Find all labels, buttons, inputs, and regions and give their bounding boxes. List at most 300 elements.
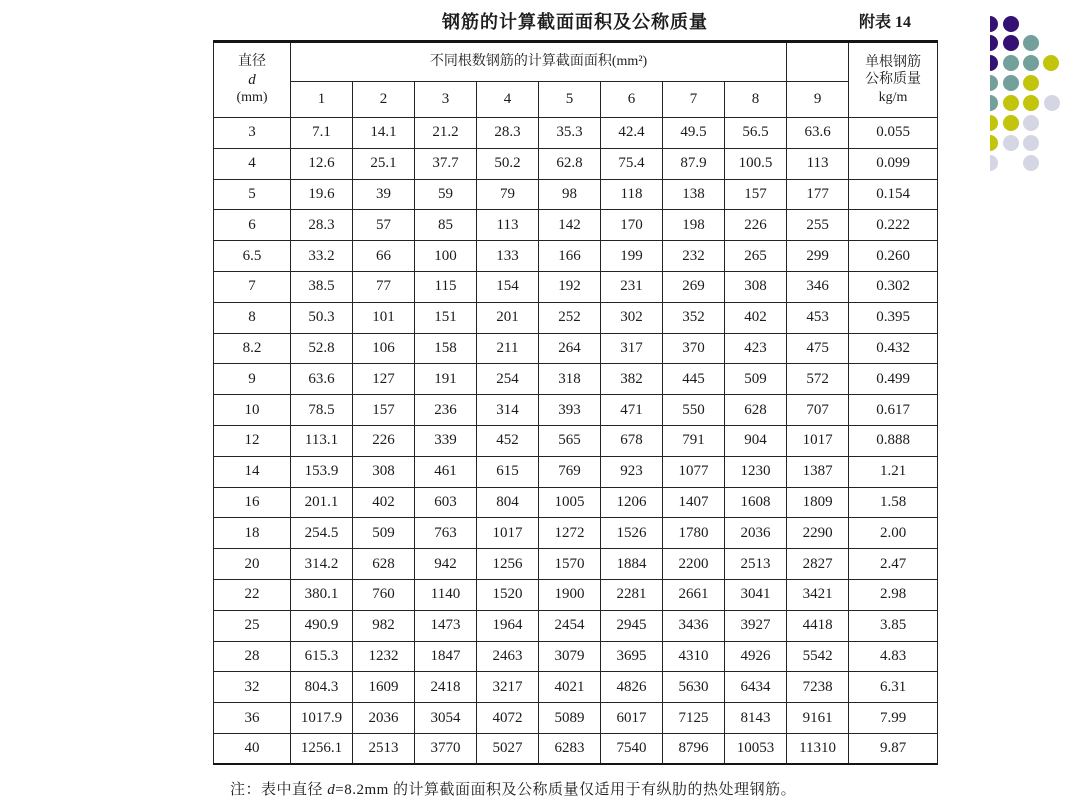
table-cell: 1964 — [477, 610, 539, 641]
table-cell: 9161 — [787, 703, 849, 734]
table-row — [214, 549, 938, 580]
table-cell: 157 — [725, 179, 787, 210]
table-cell: 232 — [663, 241, 725, 272]
table-cell: 77 — [353, 271, 415, 302]
table-cell: 170 — [601, 210, 663, 241]
table-cell: 19.6 — [291, 179, 353, 210]
teal-dot — [1003, 55, 1019, 71]
table-cell: 4926 — [725, 641, 787, 672]
table-cell: 0.617 — [849, 395, 938, 426]
diameter-unit: (mm) — [236, 90, 268, 106]
table-cell: 4.83 — [849, 641, 938, 672]
table-cell: 39 — [353, 179, 415, 210]
table-cell: 1230 — [725, 456, 787, 487]
table-cell: 509 — [353, 518, 415, 549]
table-cell: 393 — [539, 395, 601, 426]
table-cell: 199 — [601, 241, 663, 272]
table-cell: 0.395 — [849, 302, 938, 333]
table-cell: 2.98 — [849, 579, 938, 610]
table-cell: 85 — [415, 210, 477, 241]
table-cell: 382 — [601, 364, 663, 395]
table-cell: 2945 — [601, 610, 663, 641]
table-cell: 142 — [539, 210, 601, 241]
table-cell: 42.4 — [601, 118, 663, 149]
footnote-prefix: 注：表中直径 — [230, 782, 328, 798]
purple-dot — [1003, 16, 1019, 32]
table-cell: 1847 — [415, 641, 477, 672]
table-cell: 299 — [787, 241, 849, 272]
table-cell: 32 — [214, 672, 291, 703]
table-cell: 804.3 — [291, 672, 353, 703]
mass-header — [849, 42, 938, 118]
table-cell: 707 — [787, 395, 849, 426]
count-header: 2 — [353, 82, 415, 118]
table-cell: 198 — [663, 210, 725, 241]
table-cell: 1017 — [477, 518, 539, 549]
table-cell: 6.31 — [849, 672, 938, 703]
table-cell: 154 — [477, 271, 539, 302]
table-cell: 3079 — [539, 641, 601, 672]
table-cell: 461 — [415, 456, 477, 487]
table-cell: 1256 — [477, 549, 539, 580]
table-cell: 982 — [353, 610, 415, 641]
table-cell: 565 — [539, 425, 601, 456]
table-cell: 402 — [353, 487, 415, 518]
table-cell: 56.5 — [725, 118, 787, 149]
table-cell: 157 — [353, 395, 415, 426]
table-cell: 7238 — [787, 672, 849, 703]
table-cell: 166 — [539, 241, 601, 272]
footnote — [230, 778, 796, 799]
table-cell: 59 — [415, 179, 477, 210]
table-cell: 923 — [601, 456, 663, 487]
table-cell: 550 — [663, 395, 725, 426]
diameter-symbol: d — [248, 71, 256, 88]
table-cell: 509 — [725, 364, 787, 395]
title-row — [213, 8, 937, 34]
table-cell: 1005 — [539, 487, 601, 518]
table-cell: 308 — [725, 271, 787, 302]
table-cell: 2036 — [353, 703, 415, 734]
table-cell: 904 — [725, 425, 787, 456]
table-cell: 10 — [214, 395, 291, 426]
diameter-header — [214, 42, 291, 118]
table-cell: 3421 — [787, 579, 849, 610]
table-cell: 5 — [214, 179, 291, 210]
table-cell: 49.5 — [663, 118, 725, 149]
page-title: 钢筋的计算截面面积及公称质量 — [442, 12, 708, 32]
table-cell: 113.1 — [291, 425, 353, 456]
table-cell: 87.9 — [663, 148, 725, 179]
table-cell: 50.3 — [291, 302, 353, 333]
table-cell: 79 — [477, 179, 539, 210]
table-cell: 7.99 — [849, 703, 938, 734]
footnote-suffix: =8.2mm 的计算截面面积及公称质量仅适用于有纵肋的热处理钢筋。 — [335, 782, 797, 798]
table-cell: 2513 — [725, 549, 787, 580]
table-row — [214, 641, 938, 672]
table-cell: 3927 — [725, 610, 787, 641]
table-cell: 5027 — [477, 733, 539, 764]
table-row — [214, 610, 938, 641]
table-cell: 490.9 — [291, 610, 353, 641]
table-cell: 1407 — [663, 487, 725, 518]
table-cell: 16 — [214, 487, 291, 518]
table-cell: 35.3 — [539, 118, 601, 149]
table-cell: 1900 — [539, 579, 601, 610]
diameter-header-line1: 直径 — [238, 54, 266, 70]
table-cell: 308 — [353, 456, 415, 487]
table-row — [214, 425, 938, 456]
table-cell: 21.2 — [415, 118, 477, 149]
table-cell: 314.2 — [291, 549, 353, 580]
count-header: 3 — [415, 82, 477, 118]
table-row — [214, 395, 938, 426]
yellow-dot — [1003, 95, 1019, 111]
table-cell: 151 — [415, 302, 477, 333]
table-cell: 7125 — [663, 703, 725, 734]
table-cell: 1609 — [353, 672, 415, 703]
table-cell: 9 — [214, 364, 291, 395]
table-row — [214, 179, 938, 210]
count-header: 6 — [601, 82, 663, 118]
table-cell: 763 — [415, 518, 477, 549]
table-cell: 346 — [787, 271, 849, 302]
table-cell: 380.1 — [291, 579, 353, 610]
table-row — [214, 333, 938, 364]
table-cell: 25.1 — [353, 148, 415, 179]
table-row — [214, 703, 938, 734]
table-cell: 1387 — [787, 456, 849, 487]
yellow-dot — [1043, 55, 1059, 71]
table-cell: 254 — [477, 364, 539, 395]
footnote-variable: d — [327, 782, 336, 798]
table-cell: 1570 — [539, 549, 601, 580]
table-cell: 118 — [601, 179, 663, 210]
table-cell: 2281 — [601, 579, 663, 610]
empty-header-cell — [787, 42, 849, 82]
teal-dot — [982, 95, 998, 111]
table-row — [214, 487, 938, 518]
table-cell: 6 — [214, 210, 291, 241]
table-cell: 423 — [725, 333, 787, 364]
table-cell: 1256.1 — [291, 733, 353, 764]
table-cell: 2827 — [787, 549, 849, 580]
mass-header-unit: kg/m — [878, 89, 908, 105]
table-cell: 4310 — [663, 641, 725, 672]
table-cell: 192 — [539, 271, 601, 302]
table-cell: 615 — [477, 456, 539, 487]
table-cell: 4418 — [787, 610, 849, 641]
table-cell: 100.5 — [725, 148, 787, 179]
table-cell: 37.7 — [415, 148, 477, 179]
table-cell: 3695 — [601, 641, 663, 672]
table-cell: 760 — [353, 579, 415, 610]
count-header: 5 — [539, 82, 601, 118]
table-cell: 5089 — [539, 703, 601, 734]
count-header: 9 — [787, 82, 849, 118]
table-cell: 201.1 — [291, 487, 353, 518]
table-cell: 1077 — [663, 456, 725, 487]
table-cell: 0.154 — [849, 179, 938, 210]
table-cell: 8796 — [663, 733, 725, 764]
table-cell: 4826 — [601, 672, 663, 703]
table-cell: 211 — [477, 333, 539, 364]
table-cell: 10053 — [725, 733, 787, 764]
table-cell: 1017 — [787, 425, 849, 456]
purple-dot — [982, 16, 998, 32]
lavender-dot — [1023, 115, 1039, 131]
table-cell: 7540 — [601, 733, 663, 764]
teal-dot — [982, 75, 998, 91]
teal-dot — [1023, 55, 1039, 71]
purple-dot — [1003, 35, 1019, 51]
table-cell: 1140 — [415, 579, 477, 610]
table-cell: 63.6 — [291, 364, 353, 395]
table-cell: 62.8 — [539, 148, 601, 179]
table-cell: 255 — [787, 210, 849, 241]
table-cell: 236 — [415, 395, 477, 426]
table-cell: 0.260 — [849, 241, 938, 272]
table-cell: 38.5 — [291, 271, 353, 302]
purple-dot — [982, 35, 998, 51]
table-cell: 1206 — [601, 487, 663, 518]
teal-dot — [1023, 35, 1039, 51]
table-cell: 63.6 — [787, 118, 849, 149]
table-cell: 28 — [214, 641, 291, 672]
table-cell: 6017 — [601, 703, 663, 734]
purple-dot — [982, 55, 998, 71]
table-cell: 33.2 — [291, 241, 353, 272]
table-cell: 98 — [539, 179, 601, 210]
table-row — [214, 518, 938, 549]
rebar-area-table — [213, 40, 938, 765]
table-row — [214, 456, 938, 487]
table-cell: 9.87 — [849, 733, 938, 764]
table-cell: 628 — [353, 549, 415, 580]
table-row — [214, 364, 938, 395]
table-cell: 370 — [663, 333, 725, 364]
table-cell: 254.5 — [291, 518, 353, 549]
table-cell: 36 — [214, 703, 291, 734]
table-cell: 113 — [787, 148, 849, 179]
table-cell: 0.499 — [849, 364, 938, 395]
table-cell: 942 — [415, 549, 477, 580]
lavender-dot — [1003, 135, 1019, 151]
table-cell: 2418 — [415, 672, 477, 703]
table-cell: 20 — [214, 549, 291, 580]
table-cell: 115 — [415, 271, 477, 302]
table-cell: 52.8 — [291, 333, 353, 364]
table-cell: 2036 — [725, 518, 787, 549]
table-cell: 4 — [214, 148, 291, 179]
table-cell: 5542 — [787, 641, 849, 672]
table-cell: 12 — [214, 425, 291, 456]
table-cell: 3.85 — [849, 610, 938, 641]
table-cell: 7.1 — [291, 118, 353, 149]
table-cell: 3217 — [477, 672, 539, 703]
table-cell: 191 — [415, 364, 477, 395]
table-cell: 1473 — [415, 610, 477, 641]
table-cell: 158 — [415, 333, 477, 364]
table-cell: 2661 — [663, 579, 725, 610]
table-cell: 14 — [214, 456, 291, 487]
table-cell: 318 — [539, 364, 601, 395]
table-cell: 445 — [663, 364, 725, 395]
table-cell: 2290 — [787, 518, 849, 549]
table-cell: 791 — [663, 425, 725, 456]
table-cell: 1780 — [663, 518, 725, 549]
table-cell: 0.888 — [849, 425, 938, 456]
table-cell: 14.1 — [353, 118, 415, 149]
yellow-dot — [1003, 115, 1019, 131]
table-cell: 1017.9 — [291, 703, 353, 734]
count-header: 8 — [725, 82, 787, 118]
table-cell: 2200 — [663, 549, 725, 580]
table-cell: 475 — [787, 333, 849, 364]
table-cell: 678 — [601, 425, 663, 456]
table-cell: 314 — [477, 395, 539, 426]
table-cell: 3 — [214, 118, 291, 149]
count-header: 1 — [291, 82, 353, 118]
table-cell: 106 — [353, 333, 415, 364]
table-cell: 3041 — [725, 579, 787, 610]
table-cell: 453 — [787, 302, 849, 333]
table-cell: 75.4 — [601, 148, 663, 179]
table-cell: 339 — [415, 425, 477, 456]
table-cell: 133 — [477, 241, 539, 272]
table-cell: 1884 — [601, 549, 663, 580]
table-row — [214, 271, 938, 302]
table-cell: 1.21 — [849, 456, 938, 487]
table-cell: 201 — [477, 302, 539, 333]
mass-header-line1: 单根钢筋 — [865, 54, 922, 70]
lavender-dot — [982, 155, 998, 171]
table-cell: 2463 — [477, 641, 539, 672]
table-cell: 1520 — [477, 579, 539, 610]
table-cell: 252 — [539, 302, 601, 333]
table-cell: 113 — [477, 210, 539, 241]
table-cell: 25 — [214, 610, 291, 641]
table-cell: 78.5 — [291, 395, 353, 426]
table-cell: 317 — [601, 333, 663, 364]
table-cell: 0.055 — [849, 118, 938, 149]
table-cell: 3770 — [415, 733, 477, 764]
table-cell: 1272 — [539, 518, 601, 549]
table-row — [214, 672, 938, 703]
table-cell: 66 — [353, 241, 415, 272]
table-cell: 1526 — [601, 518, 663, 549]
table-cell: 18 — [214, 518, 291, 549]
table-row — [214, 579, 938, 610]
table-cell: 2.00 — [849, 518, 938, 549]
lavender-dot — [1023, 155, 1039, 171]
yellow-dot — [982, 115, 998, 131]
table-cell: 127 — [353, 364, 415, 395]
table-cell: 2.47 — [849, 549, 938, 580]
teal-dot — [1003, 75, 1019, 91]
table-cell: 8.2 — [214, 333, 291, 364]
table-cell: 12.6 — [291, 148, 353, 179]
table-cell: 269 — [663, 271, 725, 302]
lavender-dot — [1044, 95, 1060, 111]
table-cell: 8143 — [725, 703, 787, 734]
table-cell: 265 — [725, 241, 787, 272]
table-cell: 153.9 — [291, 456, 353, 487]
table-cell: 6.5 — [214, 241, 291, 272]
table-cell: 28.3 — [477, 118, 539, 149]
table-cell: 4072 — [477, 703, 539, 734]
table-cell: 6434 — [725, 672, 787, 703]
table-cell: 5630 — [663, 672, 725, 703]
table-cell: 22 — [214, 579, 291, 610]
table-cell: 264 — [539, 333, 601, 364]
table-cell: 28.3 — [291, 210, 353, 241]
table-cell: 628 — [725, 395, 787, 426]
table-cell: 3054 — [415, 703, 477, 734]
table-cell: 8 — [214, 302, 291, 333]
table-cell: 231 — [601, 271, 663, 302]
table-cell: 50.2 — [477, 148, 539, 179]
table-cell: 7 — [214, 271, 291, 302]
table-cell: 402 — [725, 302, 787, 333]
yellow-dot — [1023, 95, 1039, 111]
table-row — [214, 118, 938, 149]
table-cell: 1.58 — [849, 487, 938, 518]
table-row — [214, 241, 938, 272]
table-row — [214, 210, 938, 241]
appendix-table-label: 附表 14 — [858, 14, 911, 31]
table-cell: 2454 — [539, 610, 601, 641]
table-cell: 177 — [787, 179, 849, 210]
table-cell: 603 — [415, 487, 477, 518]
mass-header-line2: 公称质量 — [865, 72, 922, 88]
table-cell: 0.432 — [849, 333, 938, 364]
area-group-header: 不同根数钢筋的计算截面面积(mm²) — [291, 42, 787, 82]
table-cell: 352 — [663, 302, 725, 333]
count-header: 4 — [477, 82, 539, 118]
table-cell: 100 — [415, 241, 477, 272]
table-row — [214, 302, 938, 333]
table-cell: 6283 — [539, 733, 601, 764]
table-cell: 1232 — [353, 641, 415, 672]
table-cell: 769 — [539, 456, 601, 487]
table-cell: 471 — [601, 395, 663, 426]
table-cell: 226 — [725, 210, 787, 241]
table-cell: 57 — [353, 210, 415, 241]
lavender-dot — [1023, 135, 1039, 151]
table-cell: 615.3 — [291, 641, 353, 672]
table-cell: 0.099 — [849, 148, 938, 179]
table-cell: 0.222 — [849, 210, 938, 241]
table-cell: 2513 — [353, 733, 415, 764]
table-cell: 302 — [601, 302, 663, 333]
table-row — [214, 733, 938, 764]
yellow-dot — [1023, 75, 1039, 91]
table-cell: 4021 — [539, 672, 601, 703]
table-cell: 1809 — [787, 487, 849, 518]
table-cell: 3436 — [663, 610, 725, 641]
table-cell: 101 — [353, 302, 415, 333]
table-cell: 452 — [477, 425, 539, 456]
table-cell: 226 — [353, 425, 415, 456]
table-cell: 40 — [214, 733, 291, 764]
table-cell: 11310 — [787, 733, 849, 764]
table-row — [214, 148, 938, 179]
table-cell: 1608 — [725, 487, 787, 518]
yellow-dot — [982, 135, 998, 151]
table-cell: 0.302 — [849, 271, 938, 302]
table-cell: 138 — [663, 179, 725, 210]
